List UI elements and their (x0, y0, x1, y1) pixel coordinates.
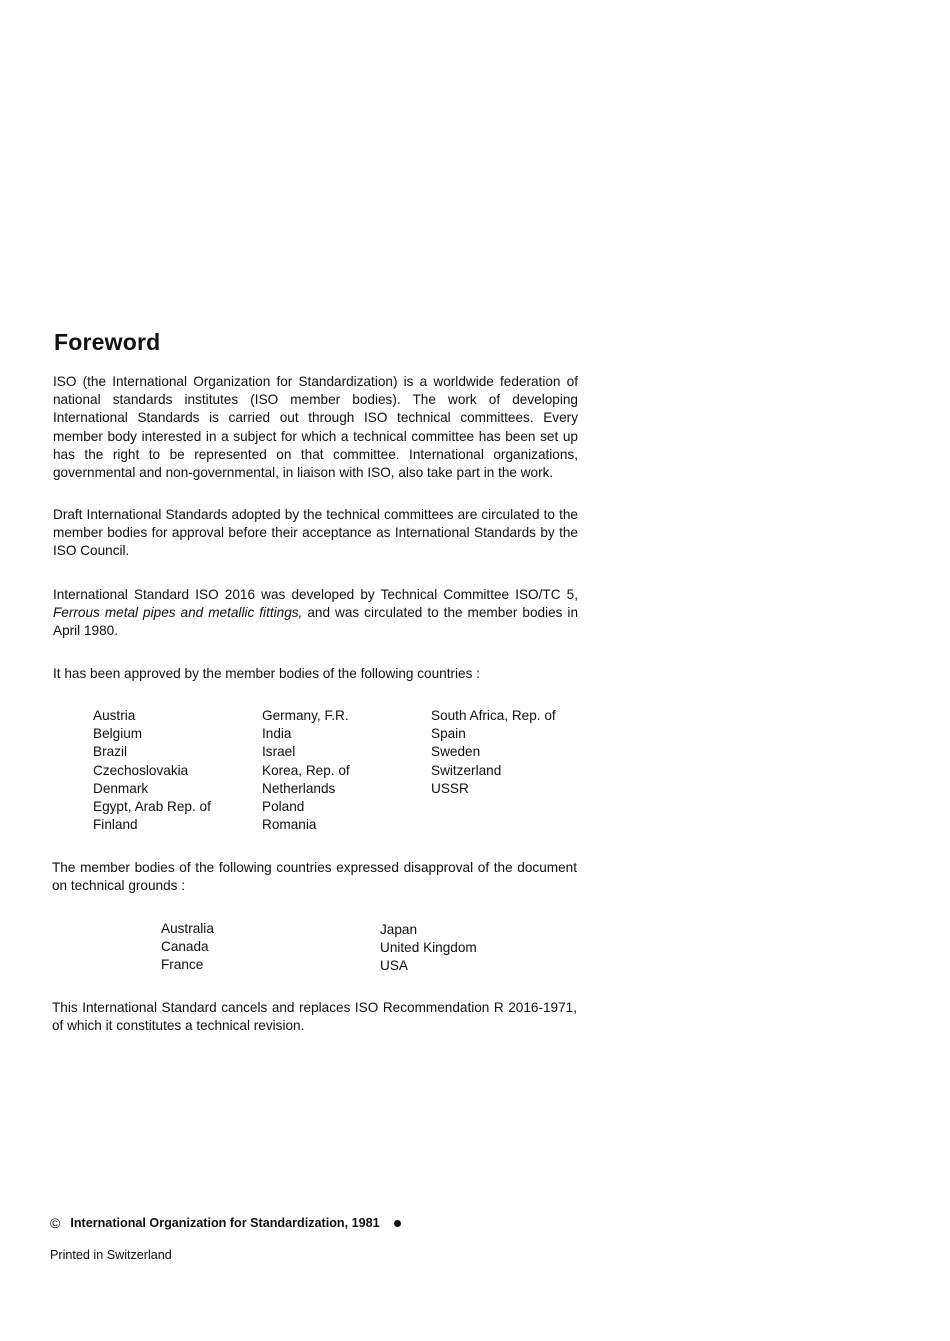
development-text-start: International Standard ISO 2016 was developed by Technical Committee ISO/TC 5, (53, 587, 578, 602)
approving-countries-column-1 (93, 707, 211, 834)
country-item: Germany, F.R. (262, 708, 349, 723)
country-item: Romania (262, 817, 317, 833)
country-item: USSR (431, 780, 469, 796)
approval-intro: It has been approved by the member bodies of the following countries : (53, 666, 480, 681)
intro-paragraph: ISO (the International Organization for Standardization) is a worldwide federation of national standards institutes (ISO member bodies). The work of developing International Standards is carried out through ISO technical committees. Every member body interested in a subject for which a technical committee has been set up has the right to be represented on that committee. International organizations, governmental and non-governmental, in liaison with ISO, also take part in the work. (53, 374, 578, 481)
development-paragraph (53, 586, 578, 641)
country-item: Austria (93, 708, 136, 723)
country-item: Sweden (431, 744, 481, 760)
country-item: Finland (93, 817, 138, 833)
approving-countries-column-2 (262, 707, 350, 834)
country-item: Israel (262, 744, 296, 760)
country-item: Korea, Rep. of (262, 762, 350, 778)
country-item: Czechoslovakia (93, 762, 189, 778)
country-item: Denmark (93, 780, 149, 796)
country-item: United Kingdom (380, 940, 477, 956)
country-item: Switzerland (431, 762, 502, 778)
country-item: India (262, 726, 292, 742)
country-item: France (161, 957, 204, 973)
country-item: Spain (431, 726, 466, 742)
disapproving-countries-column-2 (380, 921, 477, 976)
approving-countries-column-3 (431, 707, 556, 798)
country-item: Brazil (93, 744, 127, 760)
country-item: Japan (380, 922, 418, 937)
printed-location: Printed in Switzerland (50, 1248, 172, 1262)
disapproval-intro: The member bodies of the following countries expressed disapproval of the document on technical grounds : (52, 860, 577, 894)
country-item: Netherlands (262, 780, 336, 796)
committee-subject: Ferrous metal pipes and metallic fittings, (53, 605, 303, 621)
country-item: Poland (262, 799, 305, 815)
country-item: Egypt, Arab Rep. of (93, 799, 211, 815)
draft-standards-paragraph: Draft International Standards adopted by the technical committees are circulated to the member bodies for approval before their acceptance as International Standards by the ISO Council. (53, 507, 578, 559)
page-title: Foreword (54, 329, 161, 355)
copyright-notice (50, 1215, 401, 1231)
country-item: Canada (161, 939, 209, 955)
copyright-text: International Organization for Standardization, 1981 (70, 1216, 380, 1230)
cancellation-paragraph: This International Standard cancels and replaces ISO Recommendation R 2016-1971, of which it constitutes a technical revision. (52, 1000, 577, 1034)
country-item: Belgium (93, 726, 143, 742)
development-text-end: and was circulated to the member bodies in April 1980. (53, 605, 579, 639)
copyright-icon: © (50, 1215, 61, 1231)
disapproving-countries-column-1 (161, 920, 214, 975)
country-item: USA (380, 958, 408, 974)
country-item: South Africa, Rep. of (431, 708, 556, 723)
country-item: Australia (161, 921, 214, 936)
bullet-icon (394, 1220, 401, 1227)
